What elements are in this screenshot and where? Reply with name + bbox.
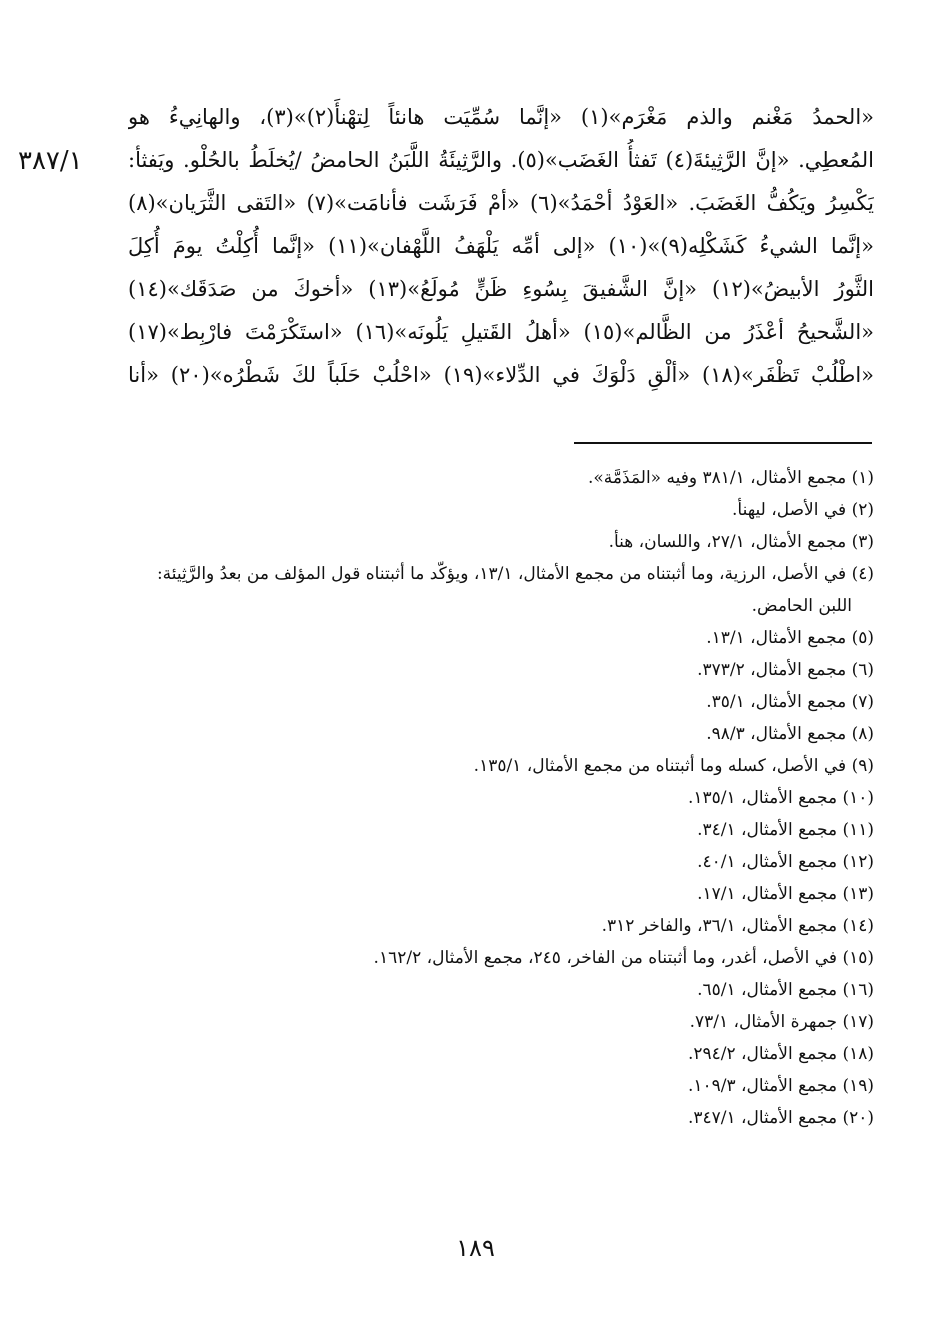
text-line: يَكْسِرُ ويَكُفُّ الغَضَبَ. «العَوْدُ أحْمَدُ»(٦) «أمْ فَرَشَت فأنامَت»(٧) «التَقى الثَّرَيان»(٨)	[128, 191, 874, 215]
footnote: (٩) في الأصل، كسله وما أثبتناه من مجمع الأمثال، ١٣٥/١.	[473, 756, 874, 776]
text-line: المُعطِي. «إنَّ الرَّثِيئةَ(٤) تَفثأُ الغَضَب»(٥). والرَّثِيئَةُ اللَّبَنُ الحامضُ /يُخلَطُ بالحُلْو. ويَفثأ:	[128, 148, 874, 172]
footnote: (١) مجمع الأمثال، ٣٨١/١ وفيه «المَذَمَّة».	[588, 468, 874, 488]
footnote: (١٨) مجمع الأمثال، ٢٩٤/٢.	[687, 1044, 874, 1064]
main-text	[128, 96, 874, 397]
footnote: (١٢) مجمع الأمثال، ٤٠/١.	[697, 852, 874, 872]
text-line: «الحمدُ مَغْنم والذم مَغْرَم»(١) «إنَّما سُمِّيَت هانئاً لِتهْنأَ(٢)»(٣)، والهانِيءُ هو	[128, 105, 874, 129]
footnote: (٧) مجمع الأمثال، ٣٥/١.	[706, 692, 874, 712]
footnote-continuation: اللبن الحامض.	[751, 596, 852, 616]
footnote: (٣) مجمع الأمثال، ٢٧/١، واللسان، هنأ.	[608, 532, 874, 552]
footnote: (٦) مجمع الأمثال، ٣٧٣/٢.	[697, 660, 874, 680]
footnote: (١٧) جمهرة الأمثال، ٧٣/١.	[689, 1012, 874, 1032]
footnote: (٤) في الأصل، الرزية، وما أثبتناه من مجمع الأمثال، ١٣/١، ويؤكّد ما أثبتناه قول المؤلف من بعدُ والرَّثِيئة:	[156, 564, 874, 584]
footnote: (١٦) مجمع الأمثال، ٦٥/١.	[697, 980, 874, 1000]
footnote: (١٥) في الأصل، أغدر، وما أثبتناه من الفاخر، ٢٤٥، مجمع الأمثال، ١٦٢/٢.	[373, 948, 874, 968]
footnote: (٢) في الأصل، ليهنأ.	[732, 500, 874, 520]
footnote: (١٣) مجمع الأمثال، ١٧/١.	[697, 884, 874, 904]
footnote: (١٩) مجمع الأمثال، ١٠٩/٣.	[687, 1076, 874, 1096]
footnote: (١٠) مجمع الأمثال، ١٣٥/١.	[687, 788, 874, 808]
footnote: (٥) مجمع الأمثال، ١٣/١.	[706, 628, 874, 648]
margin-reference: ٣٨٧/١	[18, 146, 83, 176]
footnotes	[128, 462, 874, 1134]
footnote-separator	[574, 442, 872, 444]
text-line: الثَّورُ الأبيضُ»(١٢) «إنَّ الشَّفيقَ بِسُوءِ ظَنٍّ مُولَعُ»(١٣) «أخوكَ من صَدَقَك»(١٤)	[128, 277, 874, 301]
text-line: «إنَّما الشيءُ كَشَكْلِه(٩)»(١٠) «إلى أمِّه يَلْهَفُ اللَّهْفان»(١١) «إنَّما أُكِلْتُ يومَ أُكِلَ	[128, 234, 874, 258]
page-number: ١٨٩	[456, 1234, 495, 1262]
footnote: (١١) مجمع الأمثال، ٣٤/١.	[697, 820, 874, 840]
footnote: (١٤) مجمع الأمثال، ٣٦/١، والفاخر ٣١٢.	[601, 916, 874, 936]
footnote: (٨) مجمع الأمثال، ٩٨/٣.	[706, 724, 874, 744]
text-line: «الشَّحيحُ أعْذَرُ من الظَّالم»(١٥) «أهلُ القَتيلِ يَلُونَه»(١٦) «استَكْرَمْتَ فارْبِط»(١٧)	[128, 320, 874, 344]
text-line: «اطْلُبْ تَظْفَر»(١٨) «ألْقِ دَلْوَكَ في الدِّلاء»(١٩) «احْلُبْ حَلَباً لكَ شَطْرُه»(٢٠) «أنا	[128, 363, 874, 387]
footnote: (٢٠) مجمع الأمثال، ٣٤٧/١.	[687, 1108, 874, 1128]
